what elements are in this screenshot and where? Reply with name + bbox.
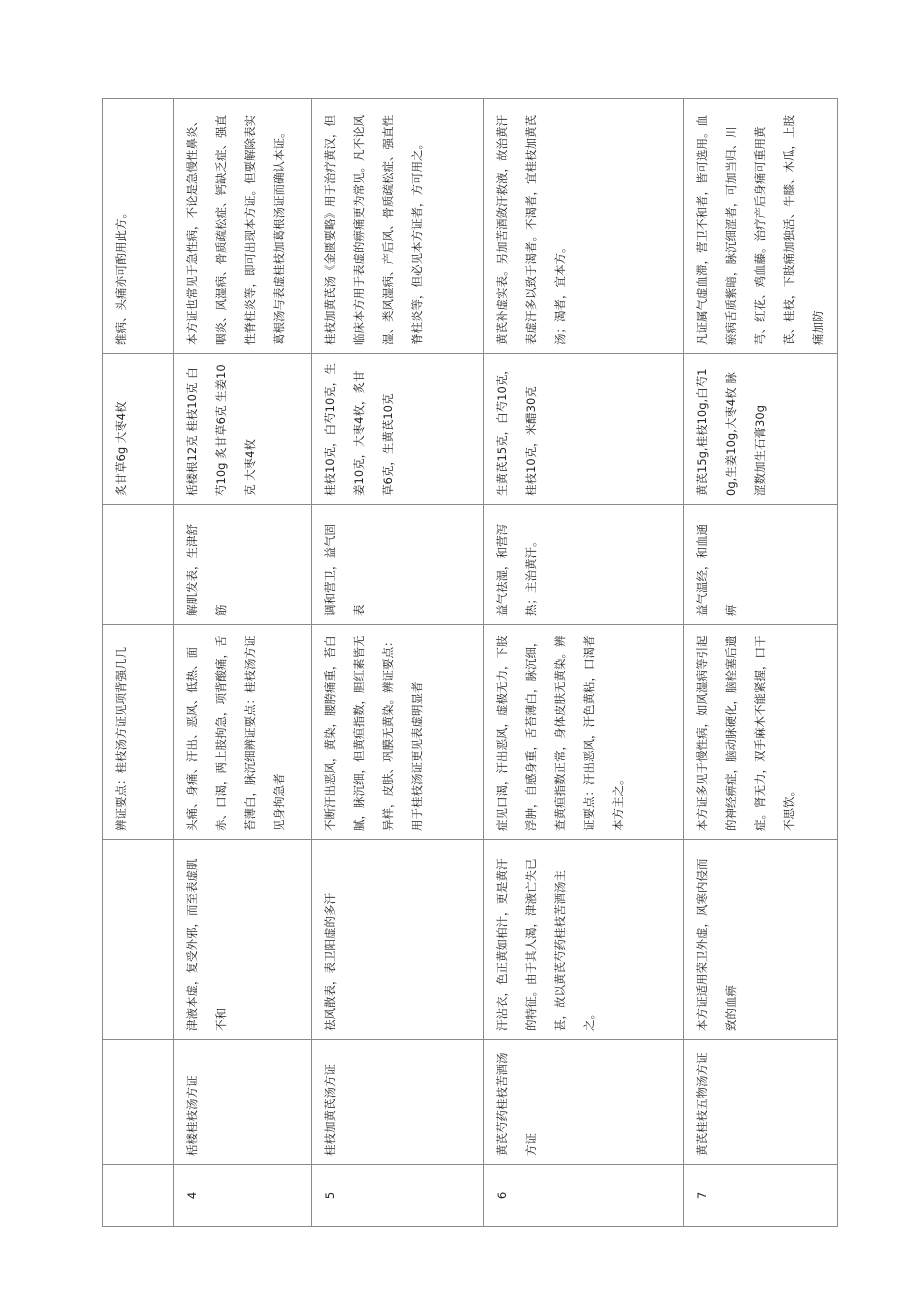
top-name-cell xyxy=(103,1040,174,1165)
top-symptoms-cell xyxy=(103,625,174,840)
table-row xyxy=(684,99,838,1227)
formula-name: 黄芪芍药桂枝苦酒汤方证 xyxy=(484,1040,684,1165)
symptoms-cell xyxy=(484,625,684,840)
top-path-cell xyxy=(103,840,174,1040)
notes-cell: 凡证属气虚血滞，营卫不和者，皆可选用。血瘀病舌质紫暗，脉沉细涩者，可加当归、川芎、红花、鸡血藤。治疗产后身痛可重用黄芪、桂枝，下肢痛加独活、牛膝、木瓜，上肢痛加防 xyxy=(684,99,838,354)
row-number: 6 xyxy=(484,1165,684,1227)
key-points-text: 辨证要点：汗出恶风，汗色黄粘，口渴者本方主之。 xyxy=(553,635,625,831)
notes-cell: 黄芪补虚实表。另加苦酒敛汗救液，故治黄汗表虚汗多以致于渴者。不渴者，宜桂枝加黄芪汤；渴者，宜本方。 xyxy=(484,99,684,354)
notes-cell: 桂枝加黄芪汤《金匮要略》用于治疗黄汉，但临床本方用于表虚的痹痛更为常见。凡不论风湿、类风湿病、产后风、骨质疏松症、强直性脊柱炎等，但必见本方证者，方可用之。 xyxy=(312,99,484,354)
top-notes-text: 维病、头痛亦可酌用此方。 xyxy=(114,207,128,345)
top-formula-text: 炙甘草6g 大枣4枚 xyxy=(114,401,128,496)
table-row xyxy=(312,99,484,1227)
row-number: 5 xyxy=(312,1165,484,1227)
treatment-cell: 解肌发表，生津舒筋 xyxy=(174,505,312,625)
row-number: 4 xyxy=(174,1165,312,1227)
pathogenesis-cell: 汗沾衣，色正黄如柏汁，更是黄汗的特征。由于其人渴，津液亡失已甚，故以黄芪芍药桂枝苦酒汤主之。 xyxy=(484,840,684,1040)
formula-name: 桂枝加黄芪汤方证 xyxy=(312,1040,484,1165)
rotated-page xyxy=(102,99,825,1227)
row-number: 7 xyxy=(684,1165,838,1227)
formula-table xyxy=(102,98,838,1227)
treatment-cell: 调和营卫，益气固表 xyxy=(312,505,484,625)
symptoms-text: 头痛、身痛、汗出、恶风、低热、面赤、口渴，两上肢拘急，项背酸痛，舌苔薄白，脉沉细 xyxy=(185,635,257,831)
key-points-text: 辨证要点：桂枝汤方证见身拘急者 xyxy=(243,635,286,831)
symptoms-cell xyxy=(684,625,838,840)
treatment-cell: 益气祛湿，和营泻热；主治黄汗。 xyxy=(484,505,684,625)
table-row-top xyxy=(103,99,174,1227)
key-points-text: 辨证要点：用于桂枝汤证更见表虚明显者 xyxy=(381,635,424,831)
formula-cell: 栝楼根12克 桂枝10克 白芍10g 炙甘草6克 生姜10克 大枣4枚 xyxy=(174,354,312,505)
table-row xyxy=(174,99,312,1227)
top-no-cell xyxy=(103,1165,174,1227)
formula-name: 栝楼桂枝汤方证 xyxy=(174,1040,312,1165)
top-treat-cell xyxy=(103,505,174,625)
formula-name: 黄芪桂枝五物汤方证 xyxy=(684,1040,838,1165)
treatment-cell: 益气温经，和血通痹 xyxy=(684,505,838,625)
notes-cell: 本方证也常见于急性病，不论是急慢性鼻炎、咽炎、风湿病、骨质疏松症、钙缺乏症、强直性脊柱炎等，即可出现本方证。但要解除表实葛根汤与表虚桂枝加葛根汤证而确认本证。 xyxy=(174,99,312,354)
formula-cell: 生黄芪15克，白芍10克，桂枝10克，米醋30克 xyxy=(484,354,684,505)
symptoms-text: 症见口渴，汗出恶风，虚极无力，下肢浮肿，自感身重，舌苔薄白，脉沉细，查黄疸指数正常，身体皮肤无黄染。 xyxy=(495,635,567,831)
top-formula-cell xyxy=(103,354,174,505)
pathogenesis-cell: 本方证适用荣卫外虚，风寒内侵而致的血痹 xyxy=(684,840,838,1040)
formula-cell: 黄芪15g,桂枝10g,白芍10g,生姜10g,大枣4枚 脉涩数加生石膏30g xyxy=(684,354,838,505)
top-notes-cell xyxy=(103,99,174,354)
symptoms-cell xyxy=(312,625,484,840)
pathogenesis-cell: 祛风散表，表卫阳虚的多汗 xyxy=(312,840,484,1040)
symptoms-cell xyxy=(174,625,312,840)
formula-cell: 桂枝10克，白芍10克，生姜10克，大枣4枚，炙甘草6克，生黄芪10克 xyxy=(312,354,484,505)
table-row xyxy=(484,99,684,1227)
pathogenesis-cell: 津液本虚，复受外邪，而至表虚肌不和 xyxy=(174,840,312,1040)
top-symptoms-text: 辨证要点：桂枝汤方证见项背强几几 xyxy=(114,647,128,831)
symptoms-text: 不断汗出恶风，黄染，腰胯痛重，苔白腻，脉沉细，但黄疸指数，胆红素皆无异样，皮肤、巩膜无黄染。 xyxy=(323,635,395,831)
symptoms-text: 本方证多见于慢性病，如风湿病等引起的神经痹症，脑动脉硬化，脑栓塞后遗症。肾无力，双手麻木不能紧握，口干不思饮。 xyxy=(695,635,796,831)
